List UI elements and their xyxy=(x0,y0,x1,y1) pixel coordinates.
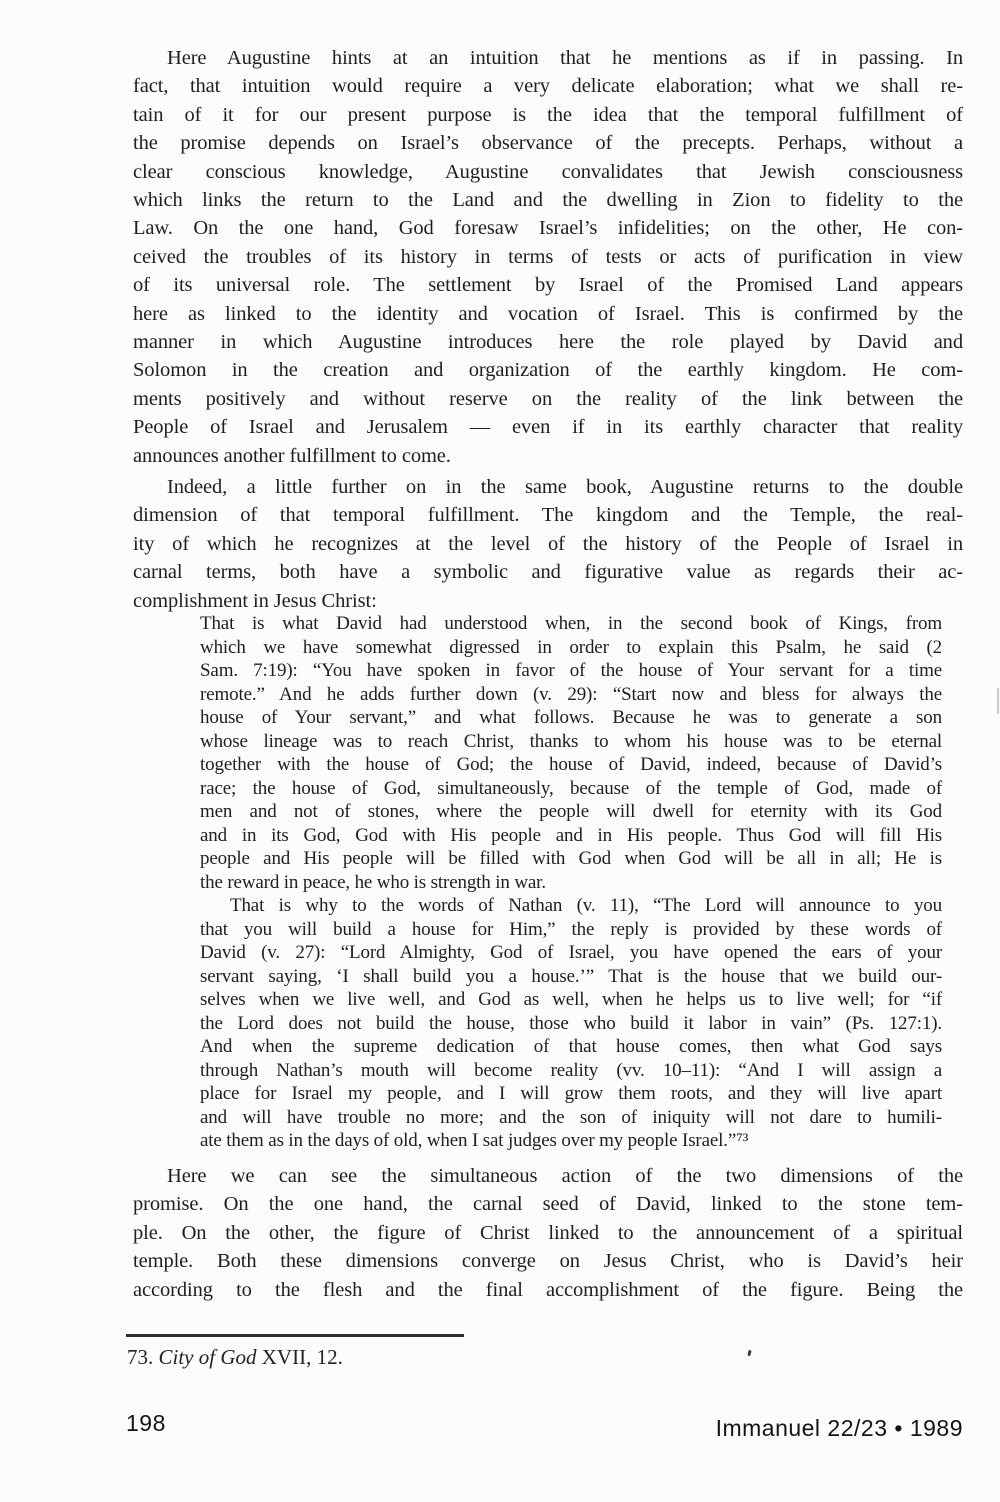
text-line: of its universal role. The settlement by Israel of the Promised Land appears xyxy=(133,274,963,297)
text-line: Solomon in the creation and organization of the earthly kingdom. He com- xyxy=(133,359,963,382)
blockquote-words-of-nathan xyxy=(200,894,942,1153)
scan-edge-mark xyxy=(997,688,999,714)
text-line: dimension of that temporal fulfillment. The kingdom and the Temple, the real- xyxy=(133,504,963,527)
footnote-separator-rule xyxy=(126,1334,464,1337)
text-line: Here we can see the simultaneous action of the two dimensions of the xyxy=(167,1165,963,1187)
text-line: the Lord does not build the house, those who build it labor in vain” (Ps. 127:1). xyxy=(200,1012,942,1034)
text-line: That is why to the words of Nathan (v. 11), “The Lord will announce to you xyxy=(230,895,942,916)
text-line: clear conscious knowledge, Augustine convalidates that Jewish consciousness xyxy=(133,160,963,183)
text-line: fact, that intuition would require a very delicate elaboration; what we shall re- xyxy=(133,75,963,98)
footnote-reference: XVII, 12. xyxy=(256,1345,343,1369)
text-line: servant saying, ‘I shall build you a house.’” That is the house that we build our- xyxy=(200,965,942,987)
text-line: which we have somewhat digressed in order to explain this Psalm, he said (2 xyxy=(200,636,942,658)
text-line: announces another fulfillment to come. xyxy=(133,444,451,467)
text-line: house of Your servant,” and what follows. Because he was to generate a son xyxy=(200,707,942,728)
text-line: Here Augustine hints at an intuition that he mentions as if in passing. In xyxy=(167,47,963,69)
footnote-73 xyxy=(127,1344,343,1370)
text-line: according to the flesh and the final accomplishment of the figure. Being the xyxy=(133,1278,963,1301)
text-line: and will have trouble no more; and the son of iniquity will not dare to humili- xyxy=(200,1106,942,1128)
text-line: tain of it for our present purpose is the idea that the temporal fulfillment of xyxy=(133,103,963,126)
text-line: ple. On the other, the figure of Christ linked to the announcement of a spiritual xyxy=(133,1221,963,1244)
text-line: people and His people will be filled with God when God will be all in all; He is xyxy=(200,848,942,869)
text-line: place for Israel my people, and I will grow them roots, and they will live apart xyxy=(200,1083,942,1104)
text-line: ments positively and without reserve on the reality of the link between the xyxy=(133,387,963,410)
text-line: the promise depends on Israel’s observance of the precepts. Perhaps, without a xyxy=(133,132,963,155)
text-line: men and not of stones, where the people will dwell for eternity with its God xyxy=(200,801,942,822)
footnote-number: 73. xyxy=(127,1345,159,1369)
text-line: through Nathan’s mouth will become reality (vv. 10–11): “And I will assign a xyxy=(200,1059,942,1081)
text-line: ity of which he recognizes at the level of the history of the People of Israel in xyxy=(133,532,963,555)
text-line: That is what David had understood when, in the second book of Kings, from xyxy=(200,613,942,634)
text-line: which links the return to the Land and the dwelling in Zion to fidelity to the xyxy=(133,189,963,212)
text-line: here as linked to the identity and vocation of Israel. This is confirmed by the xyxy=(133,302,963,325)
paragraph-indeed-double-dimension xyxy=(133,473,963,615)
paragraph-two-dimensions xyxy=(133,1162,963,1304)
text-line: promise. On the one hand, the carnal seed of David, linked to the stone tem- xyxy=(133,1193,963,1216)
text-line: selves when we live well, and God as well, when he helps us to live well; for “if xyxy=(200,989,942,1010)
paragraph-augustine-intuition xyxy=(133,44,963,470)
blockquote-david-understood xyxy=(200,612,942,894)
text-line: the reward in peace, he who is strength in war. xyxy=(200,871,546,893)
text-line: And when the supreme dedication of that house comes, then what God says xyxy=(200,1036,942,1057)
text-line: ceived the troubles of its history in terms of tests or acts of purification in view xyxy=(133,245,963,268)
text-line: Indeed, a little further on in the same book, Augustine returns to the double xyxy=(167,476,963,498)
text-line: race; the house of God, simultaneously, because of the temple of God, made of xyxy=(200,777,942,799)
text-line: Law. On the one hand, God foresaw Israel’s infidelities; on the other, He con- xyxy=(133,217,963,240)
text-line: carnal terms, both have a symbolic and figurative value as regards their ac- xyxy=(133,561,963,584)
journal-issue-line: Immanuel 22/23 • 1989 xyxy=(715,1415,963,1441)
text-line: Sam. 7:19): “You have spoken in favor of the house of Your servant for a time xyxy=(200,660,942,681)
text-line: temple. Both these dimensions converge on Jesus Christ, who is David’s heir xyxy=(133,1250,963,1273)
text-line: together with the house of God; the house of David, indeed, because of David’s xyxy=(200,754,942,775)
text-line: manner in which Augustine introduces here the role played by David and xyxy=(133,331,963,354)
scan-speck xyxy=(747,1350,751,1356)
text-line: David (v. 27): “Lord Almighty, God of Israel, you have opened the ears of your xyxy=(200,942,942,963)
text-line: complishment in Jesus Christ: xyxy=(133,589,377,612)
footnote-work-title: City of God xyxy=(158,1345,257,1369)
text-line: and in its God, God with His people and in His people. Thus God will fill His xyxy=(200,824,942,846)
page-number: 198 xyxy=(126,1410,166,1436)
text-line: whose lineage was to reach Christ, thanks to whom his house was to be eternal xyxy=(200,730,942,752)
text-line: ate them as in the days of old, when I sat judges over my people Israel.”⁷³ xyxy=(200,1130,749,1151)
text-line: People of Israel and Jerusalem — even if in its earthly character that reality xyxy=(133,416,963,439)
text-line: that you will build a house for Him,” the reply is provided by these words of xyxy=(200,918,942,940)
text-line: remote.” And he adds further down (v. 29): “Start now and bless for always the xyxy=(200,683,942,705)
